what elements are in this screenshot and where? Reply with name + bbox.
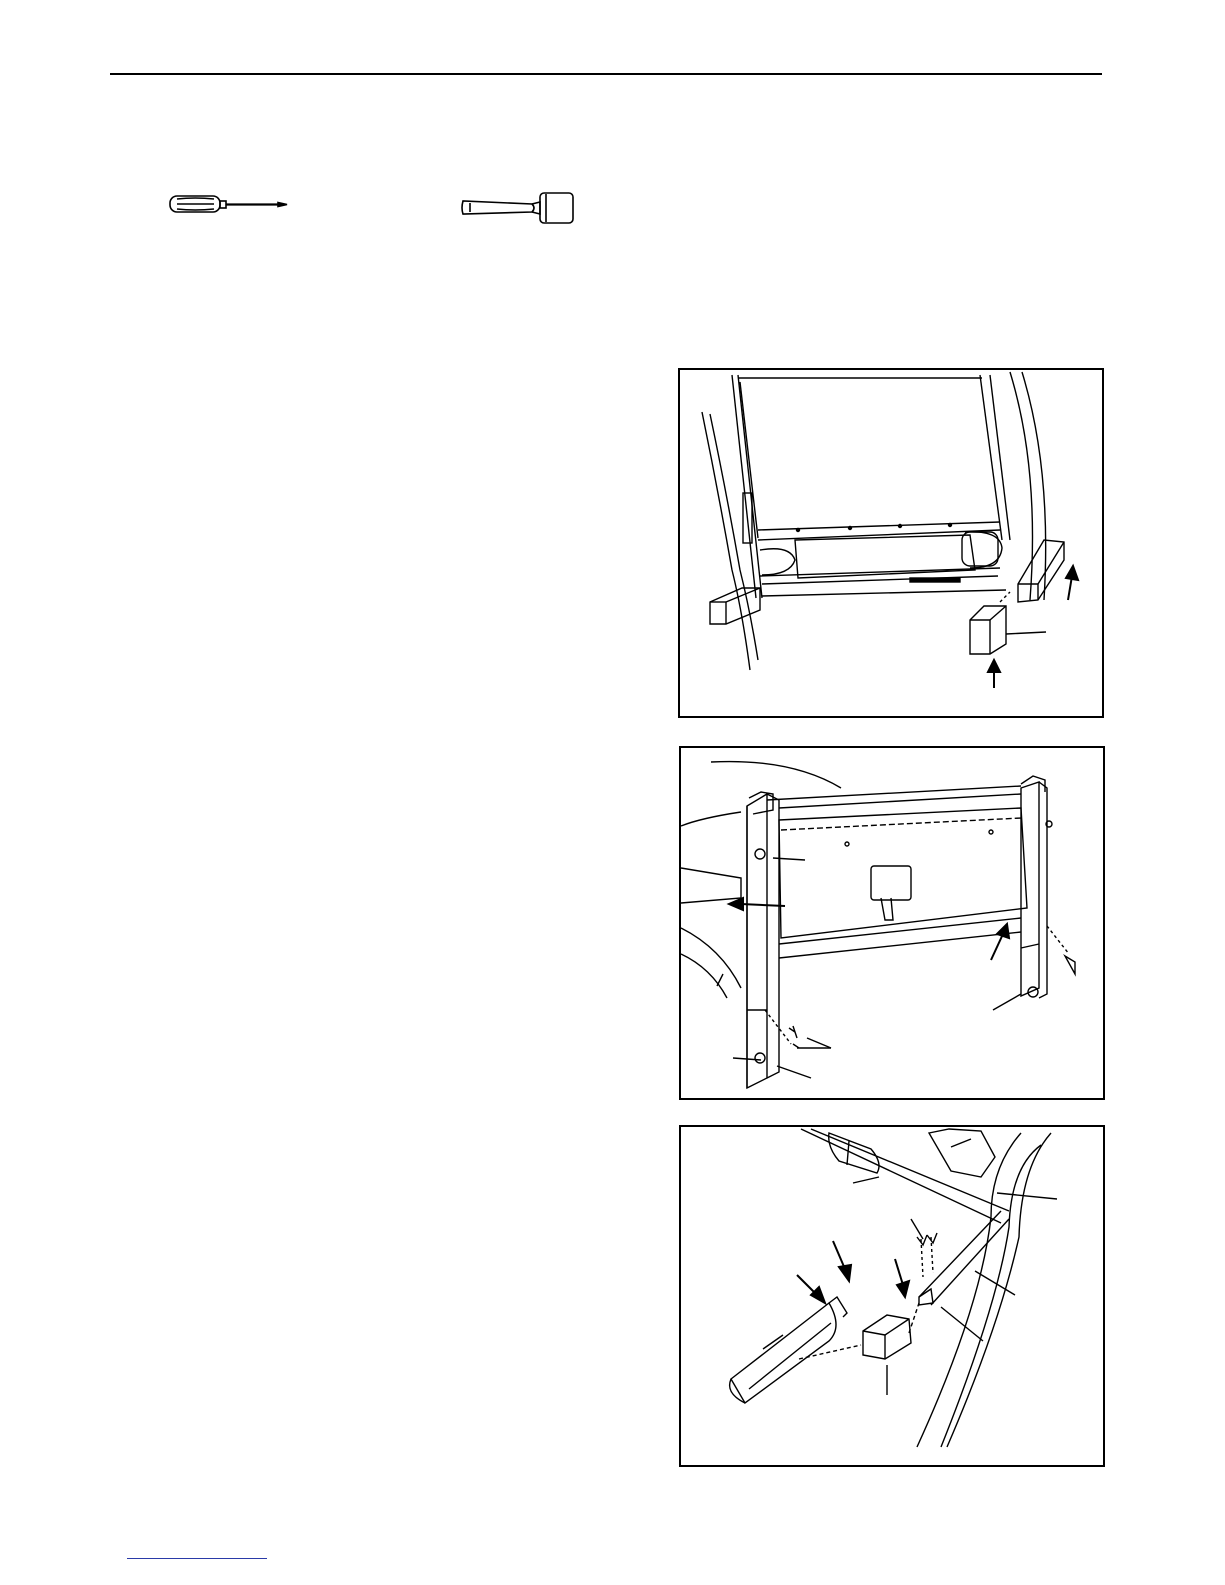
base-pad-insertion-illustration bbox=[680, 370, 1106, 720]
header-rule bbox=[110, 73, 1102, 75]
screwdriver-icon bbox=[168, 193, 290, 215]
assembly-figure-2 bbox=[679, 746, 1105, 1100]
footer-link-underline[interactable] bbox=[127, 1558, 267, 1559]
upright-base-assembly-illustration bbox=[681, 748, 1107, 1102]
rubber-mallet-icon bbox=[460, 188, 580, 228]
assembly-figure-1 bbox=[678, 368, 1104, 718]
handrail-connector-illustration bbox=[681, 1127, 1107, 1469]
assembly-figure-3 bbox=[679, 1125, 1105, 1467]
